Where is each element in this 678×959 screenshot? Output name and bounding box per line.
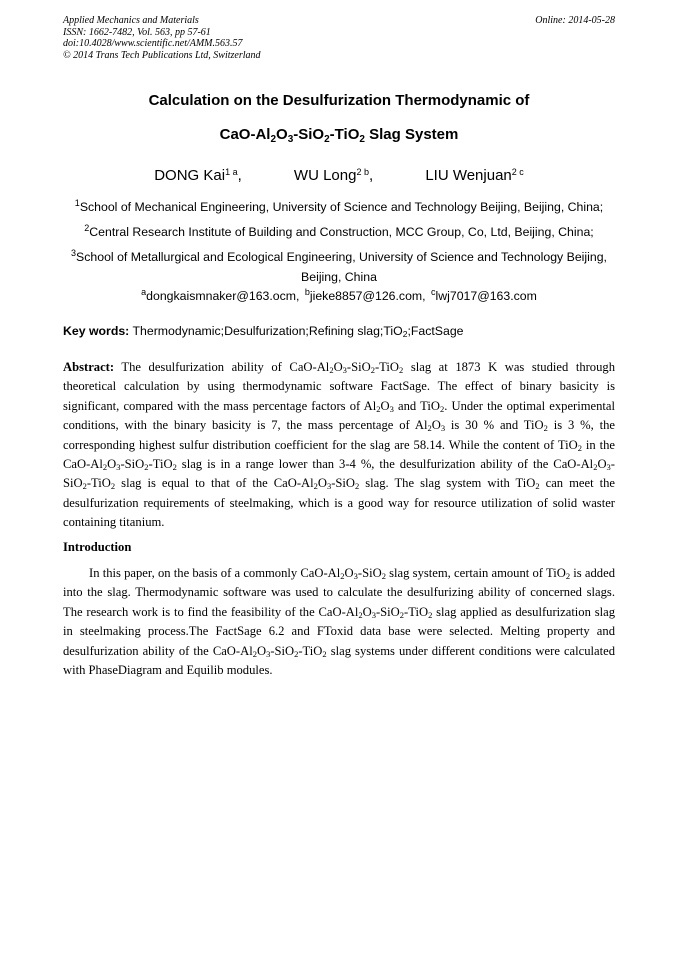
- affiliation: $^1$School of Mechanical Engineering, University of Science and Technology Beijing, Beijing, China;: [74, 198, 604, 214]
- title-line-1: Calculation on the Desulfurization Thermodynamic of: [148, 92, 530, 109]
- section-heading-introduction: Introduction: [63, 540, 132, 554]
- keyword: Thermodynamic;: [132, 324, 225, 338]
- email[interactable]: $^c$lwj7017@163.com: [431, 287, 537, 303]
- affiliation: $^2$Central Research Institute of Building and Construction, MCC Group, Co, Ltd, Beijing, China;: [84, 223, 594, 239]
- keyword: Desulfurization;: [224, 324, 309, 338]
- journal-name: Applied Mechanics and Materials: [63, 15, 199, 26]
- author: WU Long$^{2 b}$,: [293, 167, 374, 184]
- affiliation: $^3$School of Metallurgical and Ecological Engineering, University of Science and Technology Beijing, Beijing, China: [71, 248, 607, 284]
- email[interactable]: $^b$jieke8857@126.com,: [304, 287, 426, 303]
- keywords: [63, 324, 615, 339]
- online-date: Online: 2014-05-28: [535, 15, 615, 26]
- issn: ISSN: 1662-7482, Vol. 563, pp 57-61: [63, 26, 211, 38]
- email-list: [63, 287, 615, 303]
- keyword: TiO$_2$;: [383, 324, 411, 339]
- keywords-label: Key words:: [63, 324, 130, 338]
- keyword: Refining slag;: [308, 324, 384, 338]
- copyright: © 2014 Trans Tech Publications Ltd, Switzerland: [63, 49, 261, 61]
- author-list: [0, 167, 678, 184]
- email[interactable]: $^a$dongkaismnaker@163.ocm,: [141, 287, 300, 303]
- author: LIU Wenjuan$^{2 c}$: [425, 167, 524, 184]
- abstract-label: Abstract:: [63, 360, 115, 374]
- title-line-2: CaO-$Al_2O_3-SiO_2-TiO_2$ Slag System: [219, 126, 459, 145]
- author: DONG Kai$^{1 a}$,: [154, 167, 242, 184]
- journal-header: [63, 15, 261, 61]
- abstract: [63, 358, 615, 533]
- doi: doi:10.4028/www.scientific.net/AMM.563.57: [63, 38, 243, 49]
- abstract-text: The desulfurization ability of CaO-$Al_2O_3-SiO_2-TiO_2$ slag at 1873 K was studied through theoretical calculation by using thermodynamic software FactSage. The effect of binary basicity is significant, compared with the mass percentage factors of $Al_2O_3$ and TiO$_2$. Under the optimal experimental conditions, with the binary basicity is 7, the mass percentage of $Al_2O_3$ is 30 % and TiO$_2$ is 3 %, the corresponding highest sulfur distribution coefficient for the slag are 58.14. While the content of TiO$_2$ in the CaO-$Al_2O_3-SiO_2-TiO_2$ slag is in a range lower than 3-4 %, the desulfurization ability of the CaO-$Al_2O_3-SiO_2-TiO_2$ slag is equal to that of the CaO-$Al_2O_3-SiO_2$ slag. The slag system with TiO$_2$ can meet the desulfurization requirements of steelmaking, which is a good way for resource utilization of solid waster containing titanium.: [63, 360, 615, 530]
- keyword: FactSage: [410, 324, 464, 338]
- introduction-text: In this paper, on the basis of a commonly CaO-$Al_2O_3-SiO_2$ slag system, certain amount of TiO$_2$ is added into the slag. Thermodynamic software was used to calculate the desulfurizing ability of concerned slags. The research work is to find the feasibility of the CaO-$Al_2O_3-SiO_2-TiO_2$ slag applied as desulfurization slag in steelmaking process.The FactSage 6.2 and FToxid data base were selected. Melting property and desulfurization ability of the CaO-$Al_2O_3-SiO_2-TiO_2$ slag systems under different conditions were calculated with PhaseDiagram and Equilib modules.: [63, 566, 615, 678]
